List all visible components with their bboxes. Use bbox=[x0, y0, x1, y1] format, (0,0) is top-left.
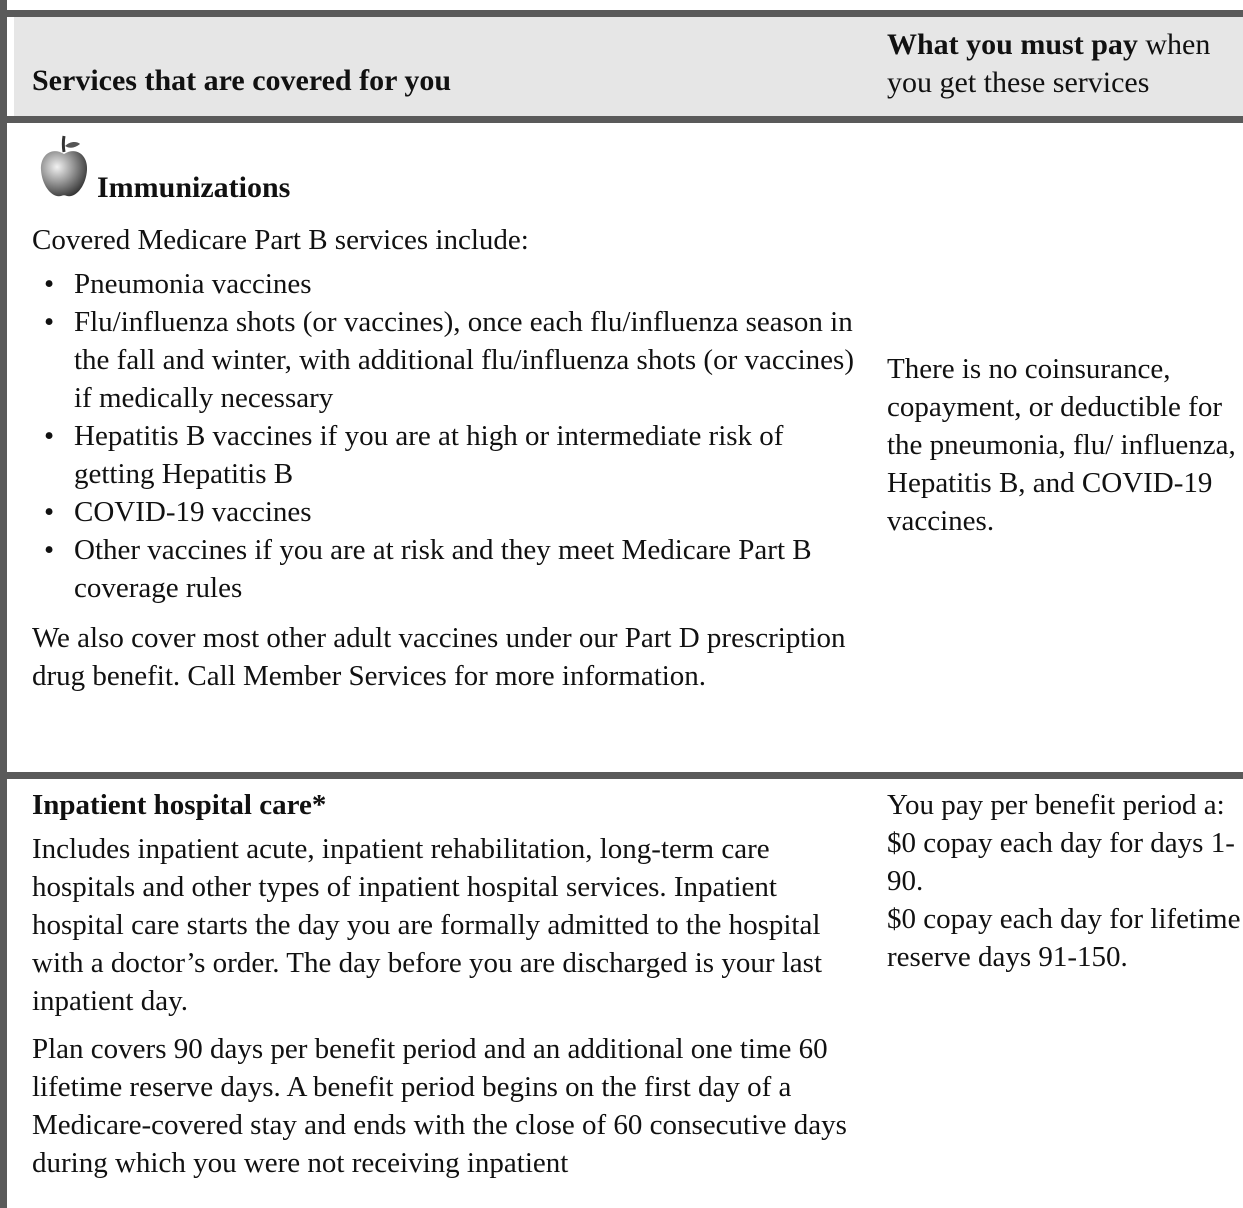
inpatient-paragraph-1: Includes inpatient acute, inpatient rehabilitation, long-term care hospitals and other types of inpatient hospital services. Inpatient hospital care starts the day you are formally admitted to the hospital with a doctor’s order. The day before you are discharged is your last inpatient day. bbox=[32, 833, 823, 1017]
list-item: • Pneumonia vaccines bbox=[32, 265, 862, 303]
cost-column-header bbox=[887, 26, 1243, 102]
list-item: • Flu/influenza shots (or vaccines), once each flu/influenza season in the fall and winter, with additional flu/influenza shots (or vaccines) if medically necessary bbox=[32, 303, 862, 417]
inpatient-cost-line: You pay per benefit period a: bbox=[887, 789, 1225, 821]
list-item: • COVID-19 vaccines bbox=[32, 493, 862, 531]
inpatient-title: Inpatient hospital care* bbox=[32, 789, 327, 821]
immunizations-title: Immunizations bbox=[97, 171, 291, 204]
table-top-border bbox=[7, 10, 1243, 17]
immunizations-intro: Covered Medicare Part B services include: bbox=[32, 224, 529, 256]
immunizations-list bbox=[32, 265, 862, 607]
cost-header-rest: when you get these services bbox=[887, 28, 1211, 99]
row-divider bbox=[7, 772, 1243, 779]
list-item: • Hepatitis B vaccines if you are at high or intermediate risk of getting Hepatitis B bbox=[32, 417, 862, 493]
apple-icon bbox=[39, 132, 89, 200]
immunizations-cost: There is no coinsurance, copayment, or deductible for the pneumonia, flu/ influenza, Hepatitis B, and COVID-19 vaccines. bbox=[887, 353, 1236, 537]
inpatient-cost-line: $0 copay each day for days 1-90. bbox=[887, 827, 1235, 897]
immunizations-note: We also cover most other adult vaccines under our Part D prescription drug benefit. Call Member Services for more information. bbox=[32, 622, 846, 692]
inpatient-description bbox=[32, 786, 862, 1182]
immunizations-description bbox=[32, 221, 862, 695]
list-item: • Other vaccines if you are at risk and they meet Medicare Part B coverage rules bbox=[32, 531, 862, 607]
services-column-header: Services that are covered for you bbox=[32, 64, 452, 97]
inpatient-paragraph-2: Plan covers 90 days per benefit period and an additional one time 60 lifetime reserve days. A benefit period begins on the first day of a Medicare-covered stay and ends with the close of 60 consecutive days during which you were not receiving inpatient bbox=[32, 1033, 847, 1179]
inpatient-cost-line: $0 copay each day for lifetime reserve days 91-150. bbox=[887, 903, 1241, 973]
cost-header-bold: What you must pay bbox=[887, 28, 1138, 61]
header-divider bbox=[7, 116, 1243, 123]
inpatient-cost bbox=[887, 786, 1243, 976]
